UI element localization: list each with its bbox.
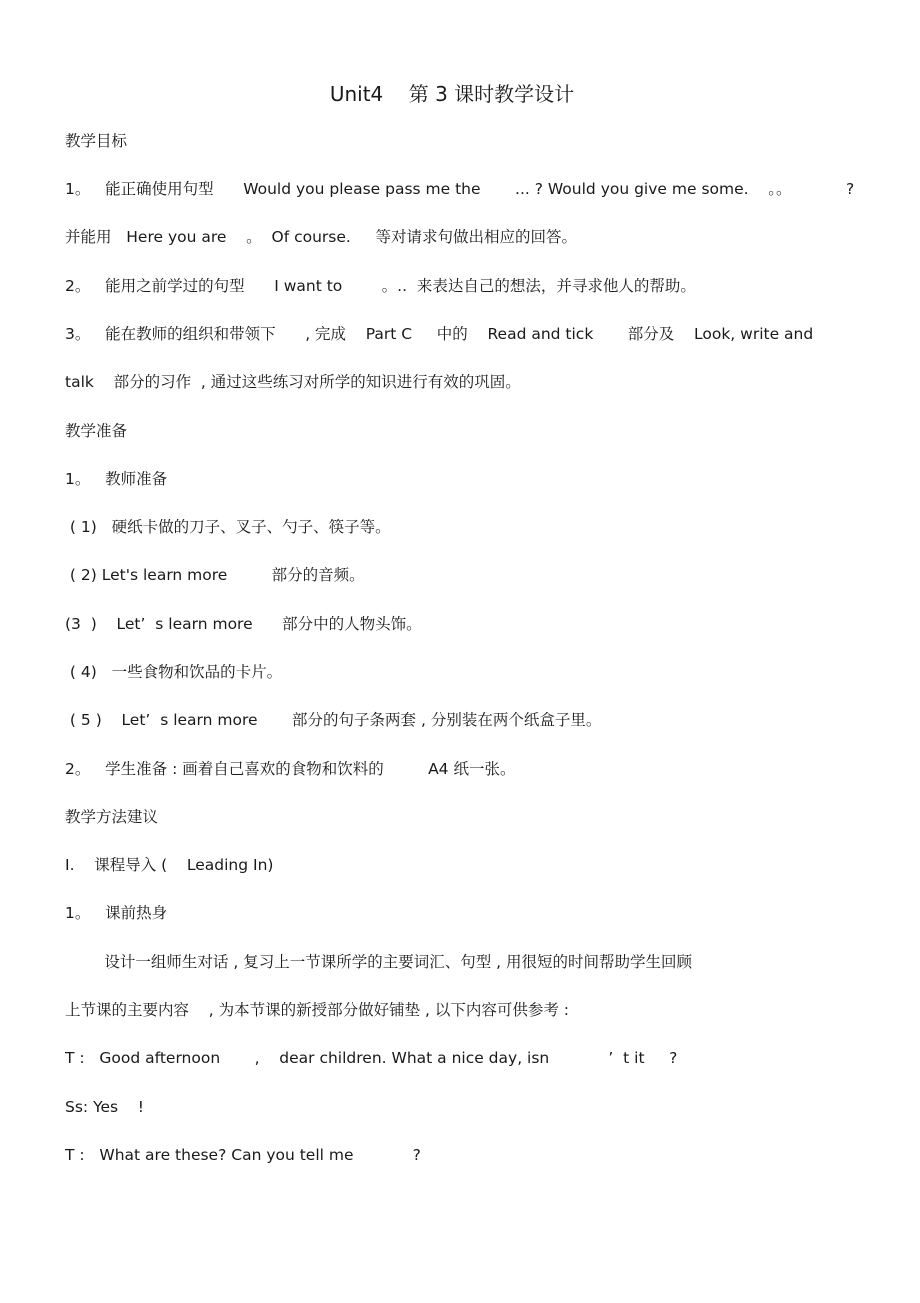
prep-teacher: 1。 教师准备 bbox=[65, 470, 168, 488]
prep-item-5: ( 5 ) Let’ s learn more 部分的句子条两套 , 分别装在两个纸盒子里。 bbox=[65, 711, 602, 729]
prep-student: 2。 学生准备 : 画着自己喜欢的食物和饮料的 A4 纸一张。 bbox=[65, 760, 516, 778]
goal-3-line-2: talk 部分的习作 , 通过这些练习对所学的知识进行有效的巩固。 bbox=[65, 373, 521, 391]
prep-item-3: (3 ) Let’ s learn more 部分中的人物头饰。 bbox=[65, 615, 422, 633]
heading-teaching-goals: 教学目标 bbox=[65, 132, 128, 150]
dialogue-line-3: T : What are these? Can you tell me ? bbox=[65, 1146, 421, 1164]
section-leading-in: I. 课程导入 ( Leading In) bbox=[65, 856, 274, 874]
dialogue-line-2: Ss: Yes ! bbox=[65, 1098, 145, 1116]
heading-teaching-prep: 教学准备 bbox=[65, 422, 128, 440]
prep-item-2: ( 2) Let's learn more 部分的音频。 bbox=[65, 566, 365, 584]
goal-1-line-1-end: ? bbox=[846, 180, 855, 198]
goal-3-line-1: 3。 能在教师的组织和带领下 , 完成 Part C 中的 Read and tick 部分及 Look, write and bbox=[65, 325, 814, 343]
heading-teaching-methods: 教学方法建议 bbox=[65, 808, 159, 826]
warm-up-heading: 1。 课前热身 bbox=[65, 904, 168, 922]
goal-2: 2。 能用之前学过的句型 I want to 。.. 来表达自己的想法，并寻求他人的帮助。 bbox=[65, 277, 696, 295]
prep-item-4: ( 4) 一些食物和饮品的卡片。 bbox=[65, 663, 283, 681]
goal-1-line-2: 并能用 Here you are 。 Of course. 等对请求句做出相应的回答。 bbox=[65, 228, 577, 246]
warm-up-text-1: 设计一组师生对话 , 复习上一节课所学的主要词汇、句型 , 用很短的时间帮助学生回顾 bbox=[65, 953, 692, 971]
warm-up-text-2: 上节课的主要内容 , 为本节课的新授部分做好铺垫 , 以下内容可供参考 : bbox=[65, 1001, 569, 1019]
prep-item-1: ( 1) 硬纸卡做的刀子、叉子、勺子、筷子等。 bbox=[65, 518, 391, 536]
goal-1-line-1: 1。 能正确使用句型 Would you please pass me the ... ? Would you give me some. 。。 bbox=[65, 180, 792, 198]
dialogue-line-1: T : Good afternoon , dear children. What a nice day, isn ’ t it ? bbox=[65, 1049, 678, 1067]
page-title: Unit4 第 3 课时教学设计 bbox=[329, 82, 575, 106]
